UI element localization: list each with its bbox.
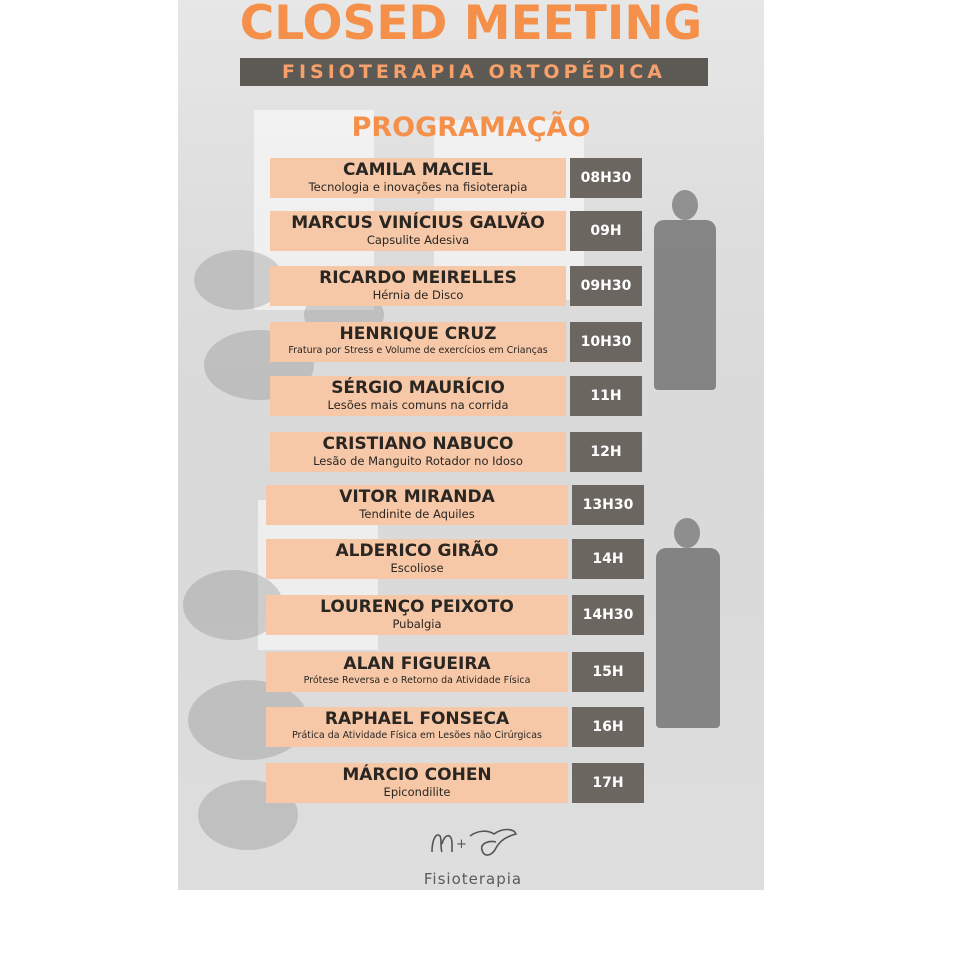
logo-text: Fisioterapia [423,870,523,888]
talk-topic: Tecnologia e inovações na fisioterapia [308,180,528,194]
speaker-box [266,652,568,692]
time-badge: 12H [570,432,642,472]
time-badge: 10H30 [570,322,642,362]
event-title: CLOSED MEETING [239,0,703,51]
speaker-name: CAMILA MACIEL [342,160,494,180]
speaker-name: MÁRCIO COHEN [342,765,492,785]
speaker-box [270,158,566,198]
time-badge: 11H [570,376,642,416]
background-speaker [672,190,698,220]
time-badge: 14H [572,539,644,579]
time-badge: 08H30 [570,158,642,198]
schedule-row [270,322,642,362]
speaker-box [266,707,568,747]
speaker-name: RAPHAEL FONSECA [324,709,510,729]
schedule-row [270,266,642,306]
speaker-box [270,322,566,362]
svg-text:+: + [456,837,467,852]
schedule-row [266,707,644,747]
time-badge: 17H [572,763,644,803]
background-speaker [674,518,700,548]
talk-topic: Prática da Atividade Física em Lesões não Cirúrgicas [292,730,542,741]
time-badge: 16H [572,707,644,747]
time-badge: 09H30 [570,266,642,306]
talk-topic: Capsulite Adesiva [366,233,470,247]
section-heading: PROGRAMAÇÃO [351,112,591,143]
talk-topic: Lesões mais comuns na corrida [327,398,509,412]
schedule-row [266,485,644,525]
speaker-box [270,266,566,306]
speaker-name: VITOR MIRANDA [339,487,495,507]
speaker-box [270,376,566,416]
background-speaker [656,548,720,728]
speaker-name: ALDERICO GIRÃO [335,541,499,561]
time-badge: 09H [570,211,642,251]
speaker-box [266,595,568,635]
talk-topic: Hérnia de Disco [372,288,464,302]
speaker-box [266,763,568,803]
schedule-row [266,652,644,692]
speaker-box [270,432,566,472]
logo-mark-icon [418,822,528,866]
event-subtitle: FISIOTERAPIA ORTOPÉDICA [240,58,708,86]
talk-topic: Prótese Reversa e o Retorno da Atividade Física [303,675,531,686]
speaker-name: SÉRGIO MAURÍCIO [331,378,505,398]
speaker-box [270,211,566,251]
schedule-row [266,763,644,803]
talk-topic: Lesão de Manguito Rotador no Idoso [313,454,523,468]
time-badge: 13H30 [572,485,644,525]
talk-topic: Epicondilite [383,785,451,799]
clinic-logo [418,822,528,886]
talk-topic: Fratura por Stress e Volume de exercícios em Crianças [288,345,548,356]
talk-topic: Escoliose [390,561,444,575]
background-speaker [654,220,716,390]
speaker-name: LOURENÇO PEIXOTO [320,597,514,617]
event-poster [178,0,764,890]
speaker-name: HENRIQUE CRUZ [339,324,497,344]
schedule-row [270,376,642,416]
schedule-row [270,158,642,198]
speaker-name: CRISTIANO NABUCO [322,434,514,454]
speaker-box [266,539,568,579]
talk-topic: Tendinite de Aquiles [359,507,475,521]
speaker-name: ALAN FIGUEIRA [343,654,491,674]
speaker-box [266,485,568,525]
speaker-name: RICARDO MEIRELLES [319,268,517,288]
speaker-name: MARCUS VINÍCIUS GALVÃO [291,213,545,233]
schedule-row [266,595,644,635]
schedule-row [270,211,642,251]
schedule-row [266,539,644,579]
schedule-row [270,432,642,472]
time-badge: 14H30 [572,595,644,635]
talk-topic: Pubalgia [392,617,442,631]
time-badge: 15H [572,652,644,692]
